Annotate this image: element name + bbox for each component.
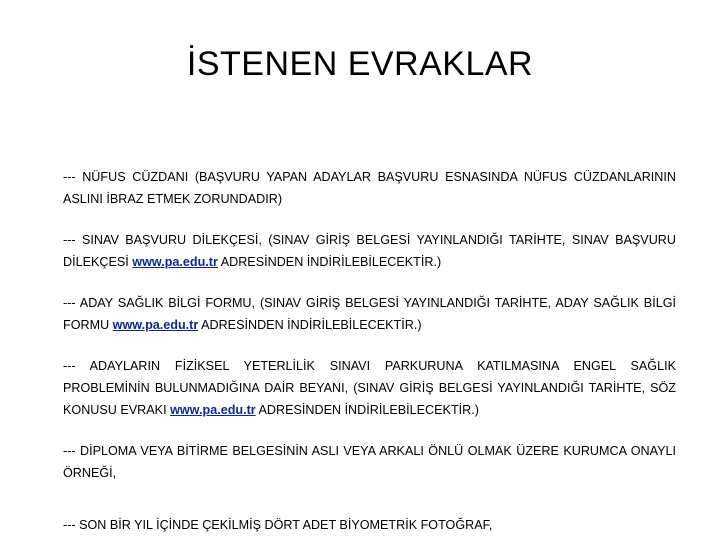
list-item-health-declaration xyxy=(63,355,676,421)
list-item-application-petition xyxy=(63,229,676,273)
website-link[interactable]: www.pa.edu.tr xyxy=(170,403,256,417)
list-item-text: --- ADAY SAĞLIK BİLGİ FORMU, (SINAV GİRİŞ BELGESİ YAYINLANDIĞI TARİHTE, ADAY SAĞLIK BİLGİ FORMU xyxy=(63,296,676,332)
list-item-text: --- SINAV BAŞVURU DİLEKÇESİ, (SINAV GİRİŞ BELGESİ YAYINLANDIĞI TARİHTE, SINAV BAŞVURU DİLEKÇESİ xyxy=(63,233,676,269)
page-title: İSTENEN EVRAKLAR xyxy=(186,45,534,83)
list-item-text: ADRESİNDEN İNDİRİLEBİLECEKTİR.) xyxy=(217,255,442,269)
list-item-text: --- ADAYLARIN FİZİKSEL YETERLİLİK SINAVI PARKURUNA KATILMASINA ENGEL SAĞLIK PROBLEMİNİN BULUNMADIĞINA DAİR BEYANI, (SINAV GİRİŞ BELGESİ YAYINLANDIĞI TARİHTE, SÖZ KONUSU EVRAKI xyxy=(63,359,676,417)
list-item-photos xyxy=(63,514,676,536)
website-link[interactable]: www.pa.edu.tr xyxy=(132,255,218,269)
list-item-diploma xyxy=(63,440,676,484)
document-list xyxy=(63,166,676,536)
website-link[interactable]: www.pa.edu.tr xyxy=(112,318,199,332)
list-item-text: --- DİPLOMA VEYA BİTİRME BELGESİNİN ASLI VEYA ARKALI ÖNLÜ OLMAK ÜZERE KURUMCA ONAYLI ÖRNEĞİ, xyxy=(63,444,676,480)
list-item-id-card xyxy=(63,166,676,210)
list-item-text: ADRESİNDEN İNDİRİLEBİLECEKTİR.) xyxy=(198,318,422,332)
list-item-text: ADRESİNDEN İNDİRİLEBİLECEKTİR.) xyxy=(255,403,479,417)
list-item-health-form xyxy=(63,292,676,336)
list-item-text: --- NÜFUS CÜZDANI (BAŞVURU YAPAN ADAYLAR BAŞVURU ESNASINDA NÜFUS CÜZDANLARININ ASLINI İBRAZ ETMEK ZORUNDADIR) xyxy=(63,170,676,206)
list-item-text: --- SON BİR YIL İÇİNDE ÇEKİLMİŞ DÖRT ADET BİYOMETRİK FOTOĞRAF, xyxy=(63,518,493,532)
